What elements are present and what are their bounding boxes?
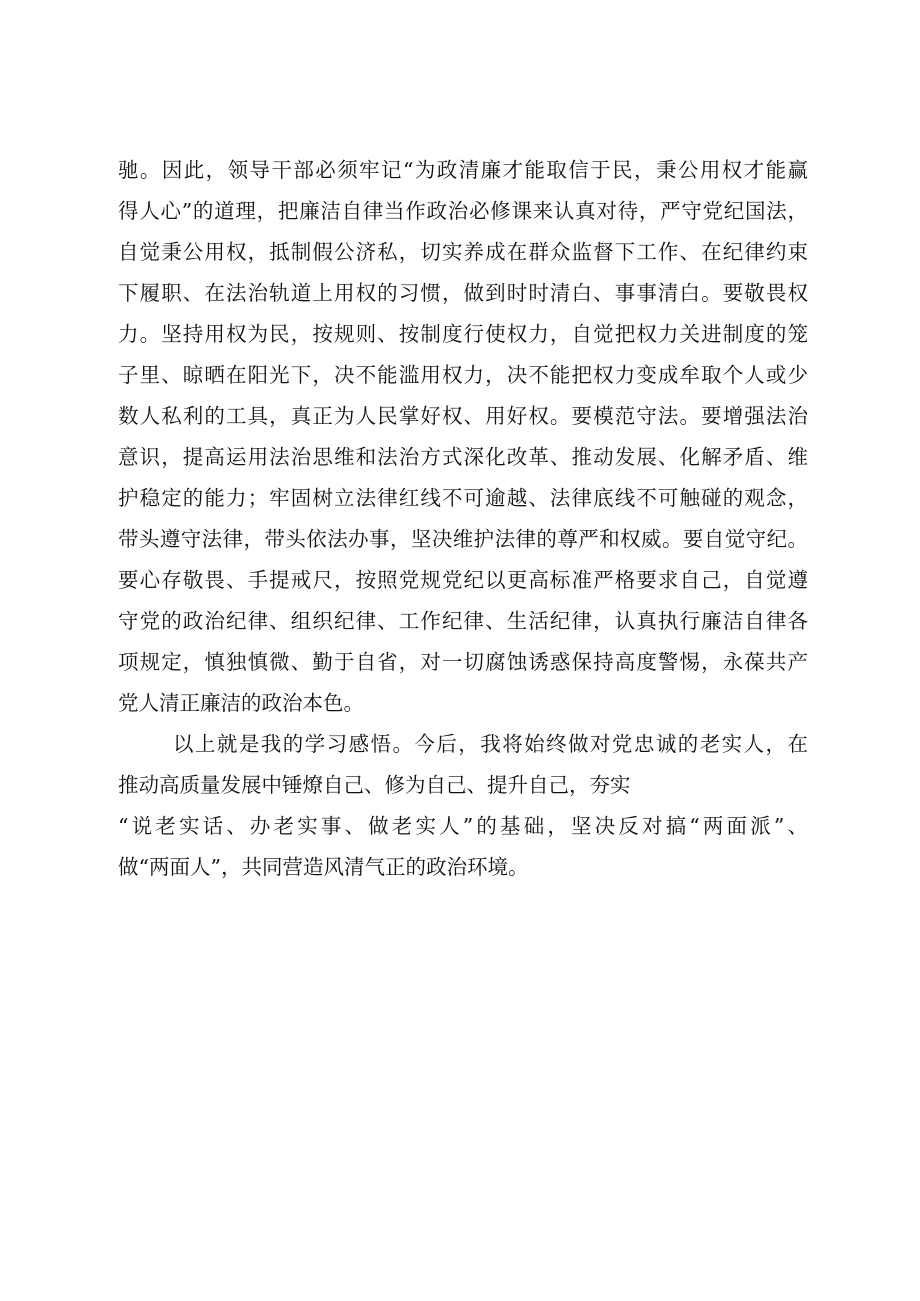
text-line: 推动高质量发展中锤燎自己、修为自己、提升自己，夯实 [118,773,631,797]
text-line: 守党的政治纪律、组织纪律、工作纪律、生活纪律，认真执行廉洁自律各 [118,609,808,633]
text-line: 力。坚持用权为民，按规则、按制度行使权力，自觉把权力关进制度的笼 [118,322,808,346]
text-line: 意识，提高运用法治思维和法治方式深化改革、推动发展、化解矛盾、维 [118,445,808,469]
text-line: 带头遵守法律，带头依法办事，坚决维护法律的尊严和权威。要自觉守纪。 [118,527,808,551]
text-line: 驰。因此，领导干部必须牢记“为政清廉才能取信于民，秉公用权才能赢 [118,158,808,182]
document-body [118,150,808,888]
paragraph-2 [118,724,808,888]
paragraph-1 [118,150,808,724]
text-line: 做“两面人”，共同营造风清气正的政治环境。 [118,855,529,879]
text-line: 以上就是我的学习感悟。今后，我将始终做对党忠诚的老实人，在 [173,732,808,756]
text-line: 得人心”的道理，把廉洁自律当作政治必修课来认真对待，严守党纪国法， [118,199,808,223]
text-line: 党人清正廉洁的政治本色。 [118,691,364,715]
text-line: 护稳定的能力；牢固树立法律红线不可逾越、法律底线不可触碰的观念， [118,486,808,510]
text-line: “说老实话、办老实事、做老实人”的基础，坚决反对搞“两面派”、 [118,814,808,838]
text-line: 下履职、在法治轨道上用权的习惯，做到时时清白、事事清白。要敬畏权 [118,281,808,305]
text-line: 子里、晾晒在阳光下，决不能滥用权力，决不能把权力变成牟取个人或少 [118,363,808,387]
text-line: 项规定，慎独慎微、勤于自省，对一切腐蚀诱惑保持高度警惕，永葆共产 [118,650,808,674]
text-line: 数人私利的工具，真正为人民掌好权、用好权。要模范守法。要增强法治 [118,404,808,428]
text-line: 要心存敬畏、手提戒尺，按照党规党纪以更高标准严格要求自己，自觉遵 [118,568,808,592]
text-line: 自觉秉公用权，抵制假公济私，切实养成在群众监督下工作、在纪律约束 [118,240,808,264]
